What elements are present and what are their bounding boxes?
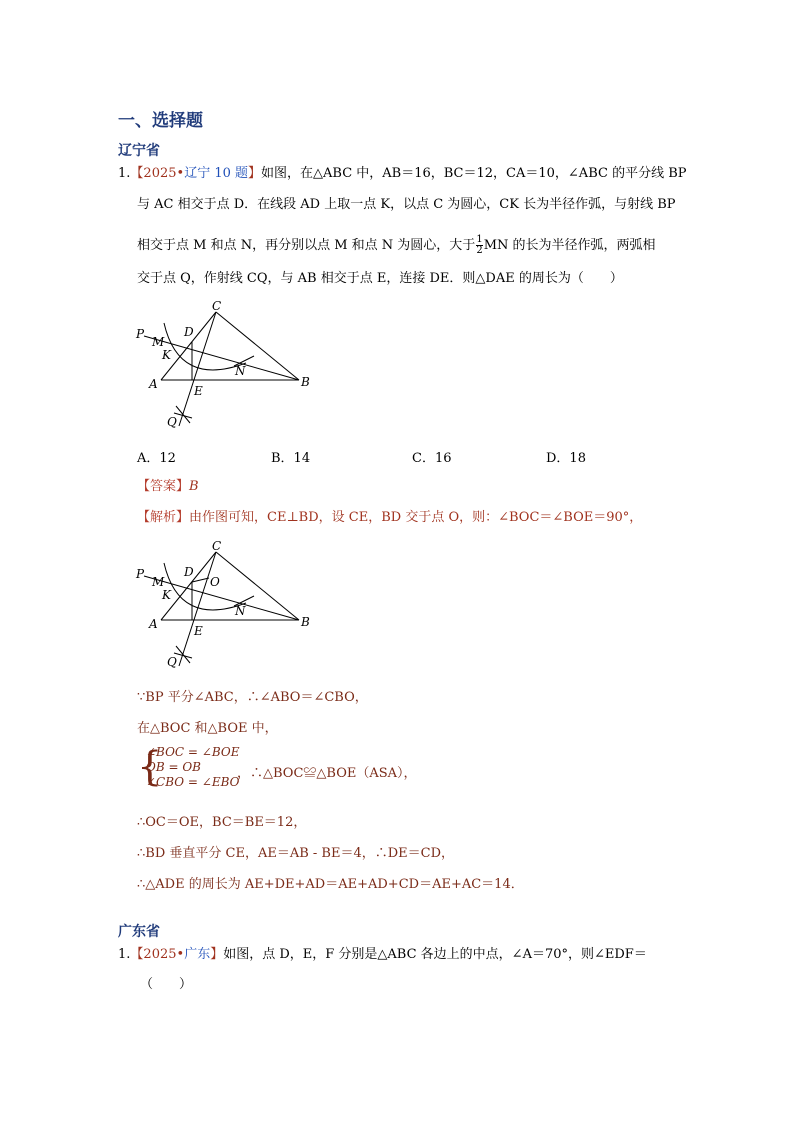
province-heading-2: 广东省 — [118, 924, 160, 940]
brace: { — [137, 744, 163, 790]
source-tag: 【2025•辽宁 10 题】 — [130, 166, 262, 181]
label-d: D — [184, 325, 194, 339]
label-c: C — [212, 539, 222, 553]
province-heading: 辽宁省 — [118, 143, 160, 159]
label-n: N — [235, 364, 246, 378]
source-tag-2: 【2025•广东】 — [130, 947, 224, 962]
label-q: Q — [167, 655, 177, 669]
analysis-text: 由作图可知，CE⊥BD，设 CE，BD 交于点 O，则：∠BOC＝∠BOE＝90°， — [189, 510, 643, 525]
solution-step-5: ∴△ADE 的周长为 AE+DE+AD＝AE+AD+CD＝AE+AC＝14． — [137, 877, 524, 892]
question-text: 如图，在△ABC 中，AB＝16，BC＝12，CA＝10，∠ABC 的平分线 BP — [261, 166, 687, 181]
label-p: P — [136, 327, 145, 341]
label-b: B — [301, 375, 310, 389]
solution-step-4: ∴BD 垂直平分 CE，AE＝AB - BE＝4，∴DE＝CD， — [137, 846, 455, 861]
solution-step-2: 在△BOC 和△BOE 中， — [137, 721, 278, 736]
label-m: M — [152, 335, 165, 349]
system-line-2: OB = OB — [146, 760, 201, 774]
label-o: O — [210, 575, 220, 589]
geometry-figure-2 — [134, 538, 324, 673]
question-1-line-4: 交于点 Q，作射线 CQ，与 AB 相交于点 E，连接 DE．则△DAE 的周长为（ ） — [137, 271, 623, 286]
label-d: D — [184, 565, 194, 579]
option-d[interactable]: D．18 — [546, 451, 586, 466]
system-line-1: ∠BOC = ∠BOE — [146, 745, 240, 759]
segment-cb — [216, 312, 299, 380]
section-title: 一、选择题 — [118, 111, 203, 131]
label-a: A — [149, 377, 158, 391]
label-e: E — [194, 624, 203, 638]
system-line-3: ∠CBO = ∠EBO — [146, 775, 240, 789]
question-2-line-2: （ ） — [140, 977, 193, 992]
option-b[interactable]: B．14 — [271, 451, 311, 466]
label-c: C — [212, 299, 222, 313]
segment-cb — [216, 552, 299, 620]
label-m: M — [152, 575, 165, 589]
question-1-line-3: 相交于点 M 和点 N，再分别以点 M 和点 N 为圆心，大于 $\frac{1}{2}$ MN 的长为半径作弧，两弧相 — [137, 234, 656, 256]
answer-line — [137, 478, 199, 496]
label-a: A — [149, 617, 158, 631]
label-k: K — [162, 588, 171, 602]
label-n: N — [235, 604, 246, 618]
geometry-figure-1 — [134, 298, 324, 433]
system-result: ，∴△BOC≌△BOE（ASA）， — [237, 766, 417, 781]
option-c[interactable]: C．16 — [412, 451, 452, 466]
solution-step-1: ∵BP 平分∠ABC，∴∠ABO＝∠CBO， — [137, 690, 368, 705]
label-e: E — [194, 384, 203, 398]
label-p: P — [136, 567, 145, 581]
analysis-line — [137, 509, 642, 527]
analysis-label: 【解析】 — [137, 510, 190, 525]
label-q: Q — [167, 415, 177, 429]
question-2-line-1: 1.【2025•广东】如图，点 D，E，F 分别是△ABC 各边上的中点，∠A＝70°，则∠EDF＝ — [118, 947, 647, 962]
answer-label: 【答案】 — [137, 479, 190, 494]
question-number: 1. — [118, 166, 131, 181]
answer-value: B — [189, 479, 199, 494]
option-a[interactable]: A．12 — [137, 451, 176, 466]
question-1-line-1 — [118, 165, 687, 183]
fraction: $\frac{1}{2}$ — [476, 234, 483, 256]
question-1-line-2: 与 AC 相交于点 D．在线段 AD 上取一点 K，以点 C 为圆心，CK 长为半径作弧，与射线 BP — [137, 197, 676, 212]
label-k: K — [162, 348, 171, 362]
solution-step-3: ∴OC＝OE，BC＝BE＝12， — [137, 815, 307, 830]
label-b: B — [301, 615, 310, 629]
